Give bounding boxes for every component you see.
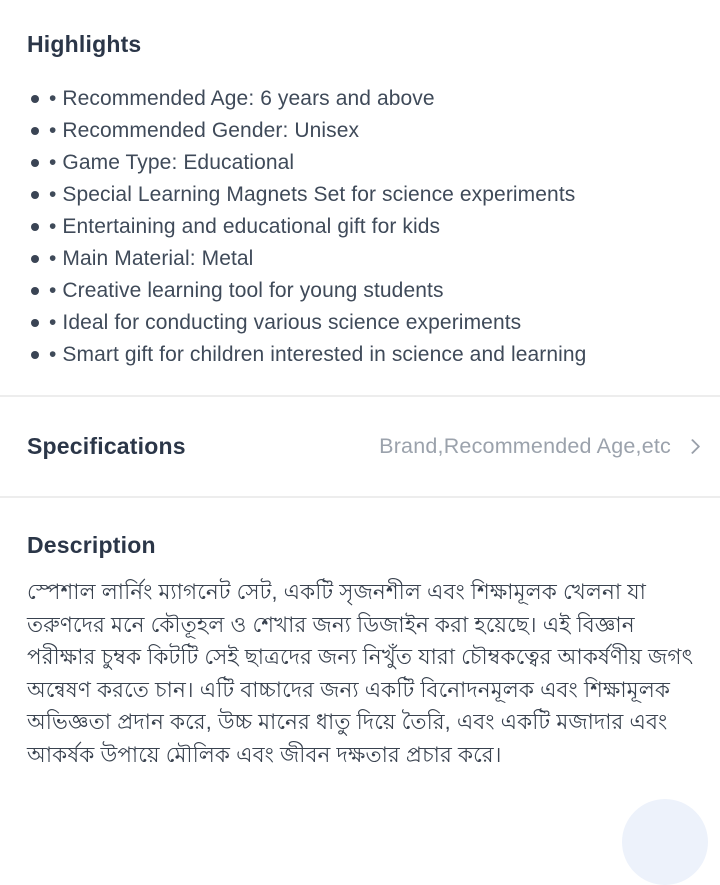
highlight-item-text: • Recommended Age: 6 years and above (49, 87, 435, 110)
bullet-icon (31, 351, 39, 359)
highlights-list (27, 86, 696, 368)
bullet-icon (31, 95, 39, 103)
highlight-item (31, 246, 596, 272)
highlight-item (31, 86, 596, 112)
bullet-icon (31, 223, 39, 231)
specifications-summary: Brand,Recommended Age,etc (379, 434, 671, 458)
highlights-section (0, 0, 720, 368)
description-section (0, 498, 720, 771)
bullet-icon (31, 191, 39, 199)
description-text: স্পেশাল লার্নিং ম্যাগনেট সেট, একটি সৃজনশীল এবং শিক্ষামূলক খেলনা যা তরুণদের মনে কৌতূহল ও শেখার জন্য ডিজাইন করা হয়েছে। এই বিজ্ঞান পরীক্ষার চুম্বক কিটটি সেই ছাত্রদের জন্য নিখুঁত যারা চৌম্বকত্বের আকর্ষণীয় জগৎ অন্বেষণ করতে চান। এটি বাচ্চাদের জন্য একটি বিনোদনমূলক এবং শিক্ষামূলক অভিজ্ঞতা প্রদান করে, উচ্চ মানের ধাতু দিয়ে তৈরি, এবং একটি মজাদার এবং আকর্ষক উপায়ে মৌলিক এবং জীবন দক্ষতার প্রচার করে। (27, 580, 694, 767)
highlight-item-text: • Ideal for conducting various science experiments (49, 311, 522, 334)
bullet-icon (31, 159, 39, 167)
highlight-item-text: • Creative learning tool for young students (49, 279, 444, 302)
bullet-icon (31, 287, 39, 295)
highlights-title: Highlights (27, 31, 142, 57)
bullet-icon (31, 127, 39, 135)
highlight-item (31, 342, 596, 368)
highlight-item-text: • Smart gift for children interested in science and learning (49, 343, 587, 366)
specifications-row[interactable] (0, 397, 720, 496)
highlight-item (31, 118, 596, 144)
highlight-item (31, 214, 596, 240)
highlight-item (31, 310, 596, 336)
description-title: Description (27, 532, 156, 558)
specifications-title: Specifications (27, 433, 186, 459)
highlight-item-text: • Game Type: Educational (49, 151, 295, 174)
highlight-item-text: • Recommended Gender: Unisex (49, 119, 360, 142)
bullet-icon (31, 255, 39, 263)
chevron-right-icon (685, 439, 701, 455)
bullet-icon (31, 319, 39, 327)
highlight-item-text: • Entertaining and educational gift for kids (49, 215, 441, 238)
highlight-item (31, 150, 596, 176)
highlight-item-text: • Main Material: Metal (49, 247, 254, 270)
highlight-item (31, 182, 596, 208)
highlight-item (31, 278, 596, 304)
floating-action-button[interactable] (622, 799, 708, 885)
highlight-item-text: • Special Learning Magnets Set for science experiments (49, 183, 576, 206)
